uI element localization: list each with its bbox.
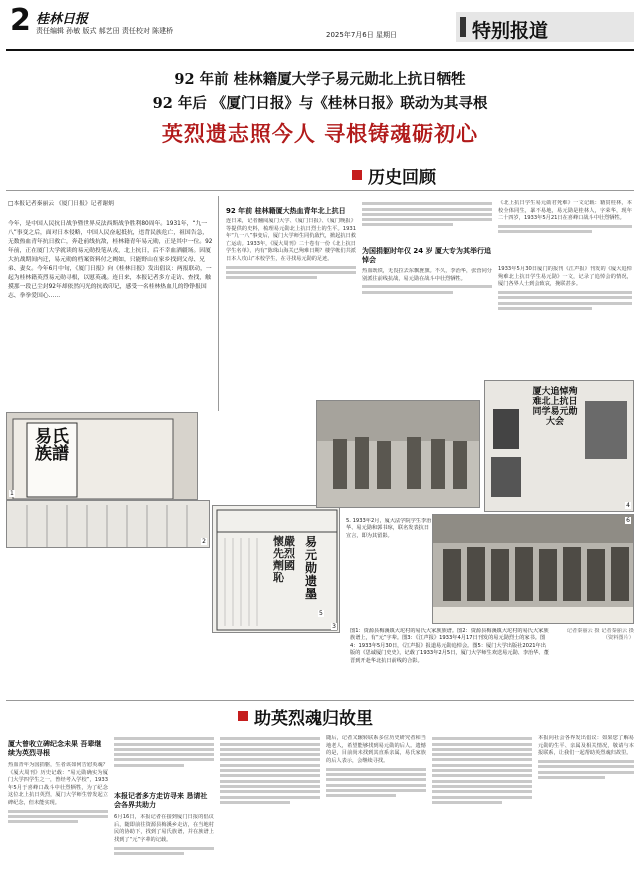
book-title: 易氏族譜 bbox=[35, 427, 69, 464]
masthead bbox=[6, 4, 634, 48]
page-number: 2 bbox=[10, 3, 31, 38]
history-subhead-2: 为国捐躯时年仅 24 岁 厦大专为其举行追悼会 bbox=[362, 247, 492, 264]
history-body-4 bbox=[498, 266, 632, 376]
photo-4-number: 4 bbox=[626, 502, 630, 509]
clipping-title-1: 易元勋遗墨 bbox=[305, 535, 318, 601]
farewell-photo-illustration bbox=[433, 515, 634, 624]
section-title: 特别报道 bbox=[472, 20, 549, 42]
return-body-1b bbox=[114, 735, 214, 783]
clipping-title-2: 懷嚴先烈 劑國恥 bbox=[273, 535, 295, 584]
photo-credits: 记者秦丽云 摄 记者秦丽云 摄 （资料图片） bbox=[566, 628, 634, 642]
masthead-rule bbox=[6, 49, 634, 51]
history-body-1-text: 连日来，记者翻阅厦门大学、《厦门日报》、《厦门晚报》等提供的史料，梳理易元勋北上抗日烈士的生平。1931年“九一八”事变后，厦门大学师生同仇敌忾，掀起抗日救亡运动。1933年，《厦大周刊》二十卷有一份《北上抗日学生名单》，内有“陈珠山海关已殉难日期？楼学帐们共派日本人攻山”本校学生，在寻找易元勋的足迹。 bbox=[226, 218, 356, 262]
return-body-1-text: 热血青年为国捐躯，生者该如何告慰英魂？《厦大周刊》历史记载：“易元勋确实为厦门大学四学生之一，曾经考入学校”，1933年5月于喜峰口战斗中壮烈牺牲，为了纪念这位北上抗日英烈，厦门大学师生曾发起立碑纪念，但未能实现。 bbox=[8, 762, 108, 806]
photo-genealogy-page bbox=[6, 500, 210, 548]
return-body-3-text: 随后，记者又辗转联系多位历史研究者和当地老人，希望能够找到易元勋的后人。遗憾的是，目前尚未找到其直系亲属，易氏家族的后人表示，会继续寻找。 bbox=[326, 735, 426, 764]
poster-title: 厦大追悼殉难北上抗日同学易元勋大会 bbox=[532, 387, 578, 427]
photo-1-number: 1 bbox=[10, 490, 14, 497]
history-body-1b bbox=[362, 200, 492, 240]
photo-3-number: 3 bbox=[332, 623, 336, 630]
history-byline: □本报记者秦丽云 《厦门日报》记者谢炳 bbox=[8, 201, 114, 207]
history-section-title: 历史回顾 bbox=[368, 167, 436, 188]
photo-group-students bbox=[316, 400, 480, 508]
return-subhead-2: 本报记者多方走访寻来 恳请社会各界共助力 bbox=[114, 792, 208, 809]
red-square-icon bbox=[238, 711, 248, 721]
photo-5-number: 5 bbox=[319, 610, 323, 617]
section-label bbox=[456, 12, 634, 42]
photo-5-caption: 5. 1933年2月，厦大法学院学生李治华、易元勋和郭书琼，联名发表抗日宣言，即为其留影。 bbox=[346, 518, 432, 539]
photo-6-number: 6 bbox=[626, 517, 630, 524]
history-subhead-1: 92 年前 桂林籍厦大热血青年北上抗日 bbox=[226, 207, 346, 215]
newspaper-logo: 桂林日报 bbox=[36, 12, 89, 27]
return-body-1 bbox=[8, 762, 108, 890]
history-body-4-text: 1933年5月30日厦门的报刊《江声报》刊发的《厦大追悼殉难北上抗日学生易元勋》一文，记录了追悼会的情况，厦门各界人士到会致哀，挽联甚多。 bbox=[498, 266, 632, 288]
history-body-2 bbox=[362, 268, 492, 338]
return-body-2-text: 6月16日，本报记者在接到厦门日报的倡议后，随即前往资源县梅溪乡走访，在当地村民的协助下，找到了易氏族谱，并在族谱上找到了“元”字辈的记载。 bbox=[114, 814, 214, 843]
history-body-2-text: 热血既铁，无畏拉去东飘旌旗。不久，李治华，张营同分别派往前线抗战，易元勋在战斗中壮烈牺牲。 bbox=[362, 268, 492, 282]
photo-farewell-1933 bbox=[432, 514, 634, 624]
photo-captions-list: 图1：资源县梅溪镇大坨村的易氏大家族族谱。图2：资源县梅溪镇大坨村的易氏大家族族谱上，有“元”字辈。图3：《江声报》1933年4月17日刊发的易元勋烈士的家书。图4：1933年5月30日，《江声报》报道易元勋追悼会。图5：厦门大学出版社2021年出版的《思诚厦门史史》，记载了1933年2月5日，厦门大学师生欢送易元勋、李治华、董晋到开赴华北抗日前线的合影。 bbox=[350, 628, 549, 664]
issue-date: 2025年7月6日 星期日 bbox=[326, 31, 397, 39]
return-body-2b bbox=[220, 735, 320, 890]
return-body-4 bbox=[538, 735, 634, 890]
column-divider bbox=[218, 196, 219, 411]
history-body-3 bbox=[498, 200, 632, 262]
return-body-4-text: 本报向社会各界发出倡议：如果您了解易元勋的生平、亲属及相关情况，敬请与本报联系，让我们一起帮助英烈魂归故里。 bbox=[538, 735, 634, 757]
red-square-icon bbox=[352, 170, 362, 180]
photo-2-number: 2 bbox=[202, 538, 206, 545]
section-marker-icon bbox=[460, 17, 466, 37]
headline-line-2: 92 年后 《厦门日报》与《桂林日报》联动为其寻根 bbox=[152, 95, 488, 112]
return-subhead-1: 厦大曾收立碑纪念未果 吾辈继续为英烈寻根 bbox=[8, 740, 102, 757]
history-body-3-text: 《北上抗日学生易元勋君死难》一文记载：籍贯桂林，本校全体同生，暴不易地，易元勋是桂林人，字荣华，现年二十四岁，1933年5月21日在喜峰口战斗中壮烈牺牲。 bbox=[498, 200, 632, 222]
return-body-2 bbox=[114, 814, 214, 890]
group-photo-illustration bbox=[317, 401, 480, 508]
headline-line-1: 92 年前 桂林籍厦大学子易元勋北上抗日牺牲 bbox=[174, 71, 466, 88]
history-section-header bbox=[352, 165, 436, 188]
main-headline: 英烈遗志照今人 寻根铸魂砺初心 bbox=[161, 122, 479, 146]
return-body-3b bbox=[432, 735, 532, 890]
divider bbox=[6, 190, 634, 191]
photo-memorial-poster bbox=[484, 380, 634, 512]
history-body-1 bbox=[226, 218, 356, 403]
staff-credits: 责任编辑 孙敏 版式 郝艺田 责任校对 陈建桥 bbox=[36, 27, 174, 35]
history-lede: 今年，是中国人民抗日战争暨世界反法西斯战争胜利80周年。1931年，“九一八”事变之后，面对日本侵略，中国人民奋起抵抗，违背民族危亡，祖国告急，无数热血青年抗日救亡，奔赴前线抗敌，桂林籍青年易元勋，正是其中一位。92年前，正在厦门大学就读的易元勋投笔从戎，北上抗日，后不幸血洒疆场。因厦大抗战期间内迁，易元勋的档案资料付之阙如，只能野山在家乡找到父母、兄弟、妻女。今年6月中旬，《厦门日报》向《桂林日报》发出倡议：两报联动，一起为桂林籍英烈易元勋寻根，以慰英魂。连日来，本报记者多方走访、查找，触摸那一段已尘封92年却依然闪光的抗战印记，感受一名桂林热血儿的铮铮报国志、拳拳爱国心…… bbox=[8, 221, 213, 299]
divider bbox=[6, 700, 634, 701]
return-section-header bbox=[238, 706, 373, 729]
return-section-title: 助英烈魂归故里 bbox=[254, 708, 373, 729]
genealogy-page-illustration bbox=[7, 501, 210, 548]
return-body-3 bbox=[326, 735, 426, 890]
photo-genealogy-book bbox=[6, 412, 198, 500]
